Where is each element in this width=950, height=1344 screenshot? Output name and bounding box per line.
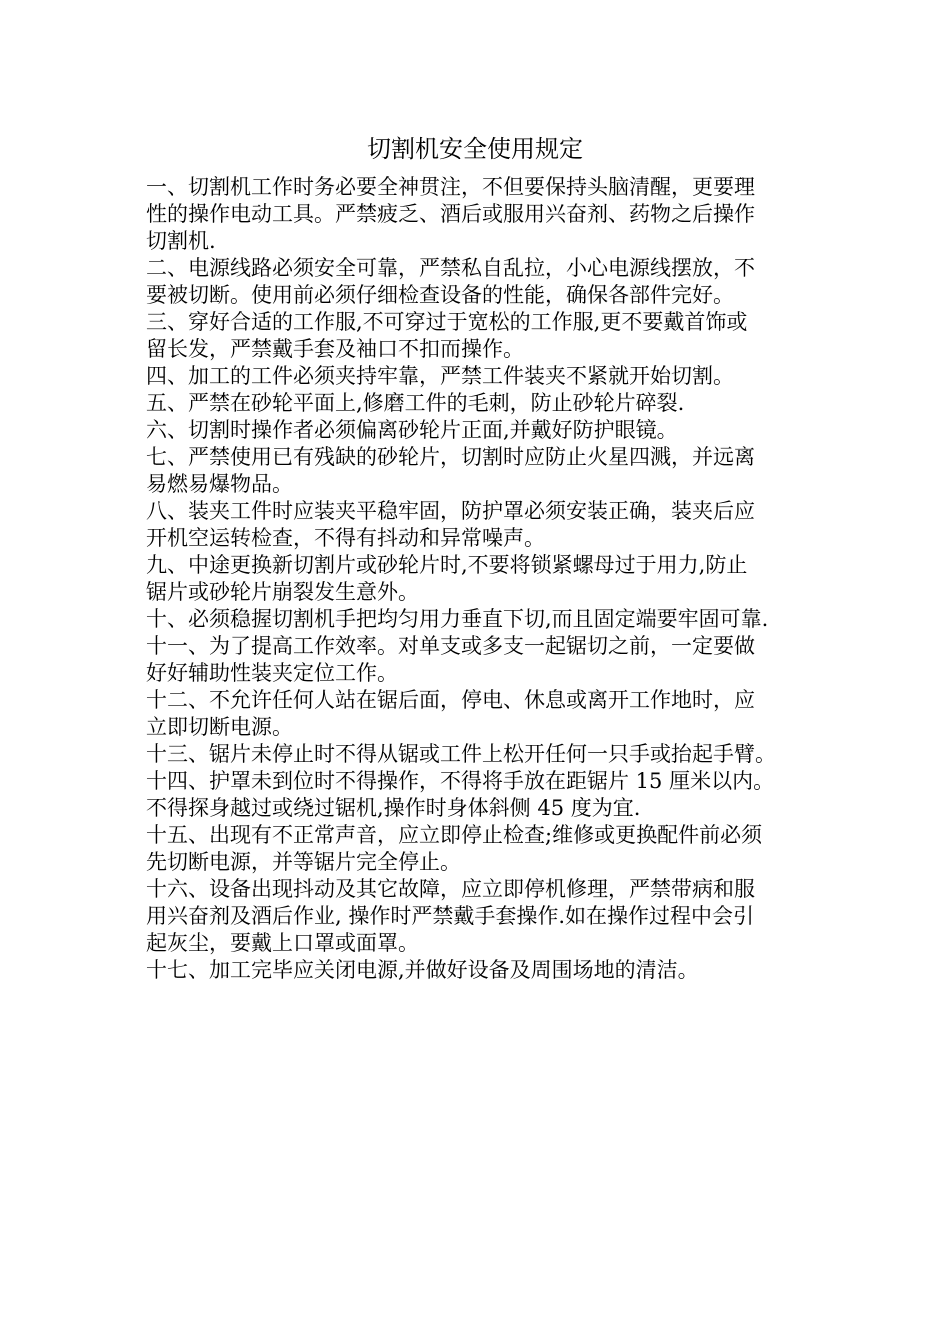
text-line: 十一、为了提高工作效率。对单支或多支一起锯切之前，一定要做: [146, 634, 755, 658]
text-line: 先切断电源，并等锯片完全停止。: [146, 850, 461, 874]
text-line: 七、严禁使用已有残缺的砂轮片，切割时应防止火星四溅，并远离: [146, 445, 755, 469]
text-line: 十五、出现有不正常声音，应立即停止检查;维修或更换配件前必须: [146, 823, 763, 847]
text-line: 九、中途更换新切割片或砂轮片时,不要将锁紧螺母过于用力,防止: [146, 553, 748, 577]
text-line: 十七、加工完毕应关闭电源,并做好设备及周围场地的清洁。: [146, 958, 699, 982]
text-line: 十六、设备出现抖动及其它故障，应立即停机修理，严禁带病和服: [146, 877, 755, 901]
text-line: 十二、不允许任何人站在锯后面，停电、休息或离开工作地时，应: [146, 688, 755, 712]
text-line: 一、切割机工作时务必要全神贯注，不但要保持头脑清醒，更要理: [146, 175, 755, 199]
text-line: 切割机.: [146, 229, 216, 253]
text-line: 四、加工的工件必须夹持牢靠，严禁工件装夹不紧就开始切割。: [146, 364, 734, 388]
text-line: 性的操作电动工具。严禁疲乏、酒后或服用兴奋剂、药物之后操作: [146, 202, 755, 226]
text-line: 二、电源线路必须安全可靠，严禁私自乱拉，小心电源线摆放，不: [146, 256, 755, 280]
text-line: 不得探身越过或绕过锯机,操作时身体斜侧 45 度为宜.: [146, 796, 641, 820]
text-line: 用兴奋剂及酒后作业, 操作时严禁戴手套操作.如在操作过程中会引: [146, 904, 755, 928]
text-line: 立即切断电源。: [146, 715, 293, 739]
text-line: 十三、锯片未停止时不得从锯或工件上松开任何一只手或抬起手臂。: [146, 742, 776, 766]
text-line: 要被切断。使用前必须仔细检查设备的性能，确保各部件完好。: [146, 283, 734, 307]
document-title: 切割机安全使用规定: [367, 135, 583, 163]
text-line: 三、穿好合适的工作服,不可穿过于宽松的工作服,更不要戴首饰或: [146, 310, 748, 334]
text-line: 六、切割时操作者必须偏离砂轮片正面,并戴好防护眼镜。: [146, 418, 678, 442]
text-line: 十、必须稳握切割机手把均匀用力垂直下切,而且固定端要牢固可靠.: [146, 607, 769, 631]
text-line: 留长发，严禁戴手套及袖口不扣而操作。: [146, 337, 524, 361]
text-line: 好好辅助性装夹定位工作。: [146, 661, 398, 685]
text-line: 十四、护罩未到位时不得操作，不得将手放在距锯片 15 厘米以内。: [146, 769, 775, 793]
text-line: 易燃易爆物品。: [146, 472, 293, 496]
text-line: 八、装夹工件时应装夹平稳牢固，防护罩必须安装正确，装夹后应: [146, 499, 755, 523]
rules-body: [146, 174, 826, 984]
text-line: 开机空运转检查，不得有抖动和异常噪声。: [146, 526, 545, 550]
text-line: 五、严禁在砂轮平面上,修磨工件的毛刺，防止砂轮片碎裂.: [146, 391, 685, 415]
text-line: 起灰尘，要戴上口罩或面罩。: [146, 931, 419, 955]
text-line: 锯片或砂轮片崩裂发生意外。: [146, 580, 419, 604]
